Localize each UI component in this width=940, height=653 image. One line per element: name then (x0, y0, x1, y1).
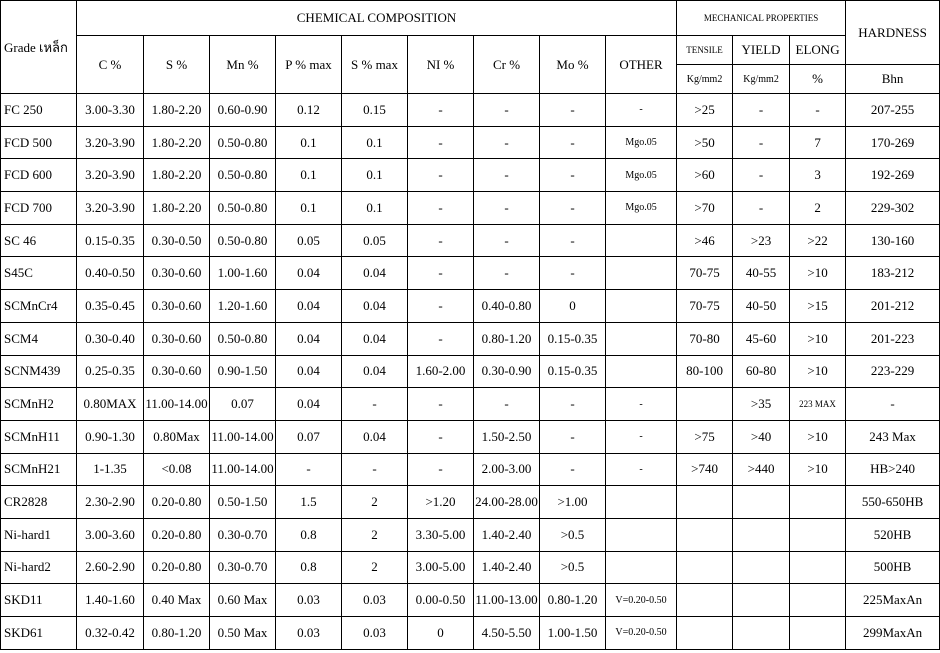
cell-grade: SCM4 (1, 322, 77, 355)
cell-mn: 1.20-1.60 (210, 290, 276, 323)
cell-ni: 0 (408, 617, 474, 650)
cell-other (606, 355, 677, 388)
table-row (1, 159, 940, 192)
cell-other: Mgo.05 (606, 159, 677, 192)
cell-ni: - (408, 322, 474, 355)
cell-tensile: >740 (677, 453, 733, 486)
cell-mn: 0.50-0.80 (210, 322, 276, 355)
cell-p-max: 0.07 (276, 420, 342, 453)
cell-ni: - (408, 257, 474, 290)
cell-s-max: 0.15 (342, 94, 408, 127)
cell-c: 0.25-0.35 (77, 355, 144, 388)
cell-s: 0.30-0.50 (144, 224, 210, 257)
cell-p-max: 0.04 (276, 322, 342, 355)
table-row (1, 224, 940, 257)
cell-tensile: >50 (677, 126, 733, 159)
cell-elong: 7 (790, 126, 846, 159)
cell-yield (733, 584, 790, 617)
cell-grade: SC 46 (1, 224, 77, 257)
cell-s-max: 0.05 (342, 224, 408, 257)
cell-tensile: 80-100 (677, 355, 733, 388)
cell-hardness: 299MaxAn (846, 617, 940, 650)
cell-other: V=0.20-0.50 (606, 584, 677, 617)
cell-elong (790, 486, 846, 519)
cell-s-max: 0.04 (342, 322, 408, 355)
cell-s: 0.20-0.80 (144, 486, 210, 519)
cell-c: 2.60-2.90 (77, 551, 144, 584)
table-row (1, 126, 940, 159)
cell-tensile: 70-75 (677, 257, 733, 290)
cell-elong: >22 (790, 224, 846, 257)
cell-other (606, 518, 677, 551)
col-header-mo: Mo % (540, 36, 606, 94)
cell-mn: 11.00-14.00 (210, 453, 276, 486)
cell-p-max: - (276, 453, 342, 486)
cell-mo: - (540, 159, 606, 192)
cell-elong: - (790, 94, 846, 127)
cell-c: 0.40-0.50 (77, 257, 144, 290)
cell-mn: 0.60 Max (210, 584, 276, 617)
cell-elong: >10 (790, 355, 846, 388)
cell-yield: 45-60 (733, 322, 790, 355)
cell-grade: Ni-hard2 (1, 551, 77, 584)
cell-grade: S45C (1, 257, 77, 290)
cell-hardness: 192-269 (846, 159, 940, 192)
cell-s-max: 0.04 (342, 420, 408, 453)
cell-elong: >10 (790, 420, 846, 453)
cell-ni: - (408, 126, 474, 159)
cell-grade: FC 250 (1, 94, 77, 127)
cell-c: 0.90-1.30 (77, 420, 144, 453)
cell-tensile: >25 (677, 94, 733, 127)
cell-yield: - (733, 159, 790, 192)
col-header-yield: YIELD (733, 36, 790, 65)
cell-p-max: 0.04 (276, 388, 342, 421)
cell-yield: - (733, 192, 790, 225)
col-header-c: C % (77, 36, 144, 94)
cell-elong (790, 617, 846, 650)
cell-mn: 0.30-0.70 (210, 551, 276, 584)
col-header-s-max: S % max (342, 36, 408, 94)
cell-grade: Ni-hard1 (1, 518, 77, 551)
cell-mn: 0.50-0.80 (210, 126, 276, 159)
cell-hardness: 207-255 (846, 94, 940, 127)
cell-hardness: HB>240 (846, 453, 940, 486)
cell-hardness: 201-212 (846, 290, 940, 323)
table-row (1, 257, 940, 290)
cell-s: 0.20-0.80 (144, 551, 210, 584)
cell-tensile: 70-80 (677, 322, 733, 355)
cell-grade: SCMnH11 (1, 420, 77, 453)
cell-elong (790, 584, 846, 617)
table-row (1, 420, 940, 453)
cell-yield (733, 551, 790, 584)
cell-ni: - (408, 224, 474, 257)
cell-cr: 1.40-2.40 (474, 551, 540, 584)
cell-p-max: 0.1 (276, 159, 342, 192)
cell-c: 2.30-2.90 (77, 486, 144, 519)
cell-mo: - (540, 388, 606, 421)
cell-s: 11.00-14.00 (144, 388, 210, 421)
table-row (1, 388, 940, 421)
cell-s: 1.80-2.20 (144, 192, 210, 225)
cell-s: 1.80-2.20 (144, 126, 210, 159)
cell-hardness: 243 Max (846, 420, 940, 453)
cell-elong: >10 (790, 453, 846, 486)
cell-tensile (677, 551, 733, 584)
cell-s-max: 2 (342, 551, 408, 584)
cell-elong (790, 551, 846, 584)
cell-s: <0.08 (144, 453, 210, 486)
cell-cr: 1.40-2.40 (474, 518, 540, 551)
cell-s: 0.30-0.60 (144, 322, 210, 355)
cell-c: 1.40-1.60 (77, 584, 144, 617)
cell-tensile: 70-75 (677, 290, 733, 323)
cell-elong: 3 (790, 159, 846, 192)
cell-p-max: 0.04 (276, 355, 342, 388)
cell-yield: 40-50 (733, 290, 790, 323)
col-header-mn: Mn % (210, 36, 276, 94)
cell-s: 0.30-0.60 (144, 257, 210, 290)
cell-s: 0.40 Max (144, 584, 210, 617)
cell-p-max: 0.03 (276, 617, 342, 650)
cell-mo: 0.80-1.20 (540, 584, 606, 617)
cell-mn: 0.30-0.70 (210, 518, 276, 551)
cell-p-max: 0.05 (276, 224, 342, 257)
cell-ni: - (408, 420, 474, 453)
cell-c: 0.35-0.45 (77, 290, 144, 323)
cell-s: 0.20-0.80 (144, 518, 210, 551)
mechanical-properties-header: MECHANICAL PROPERTIES (677, 1, 846, 36)
cell-mo: - (540, 192, 606, 225)
table-body (1, 94, 940, 650)
cell-hardness: 201-223 (846, 322, 940, 355)
cell-c: 0.15-0.35 (77, 224, 144, 257)
cell-mn: 0.50-0.80 (210, 159, 276, 192)
cell-yield: >23 (733, 224, 790, 257)
cell-s-max: 0.1 (342, 159, 408, 192)
cell-elong: >10 (790, 257, 846, 290)
cell-grade: CR2828 (1, 486, 77, 519)
cell-elong: >15 (790, 290, 846, 323)
col-header-other: OTHER (606, 36, 677, 94)
cell-grade: SKD11 (1, 584, 77, 617)
cell-mo: >1.00 (540, 486, 606, 519)
table-row (1, 551, 940, 584)
cell-s-max: 0.03 (342, 617, 408, 650)
cell-yield: 60-80 (733, 355, 790, 388)
cell-yield (733, 518, 790, 551)
cell-s: 0.30-0.60 (144, 290, 210, 323)
cell-s-max: 0.1 (342, 192, 408, 225)
cell-mn: 11.00-14.00 (210, 420, 276, 453)
cell-ni: 0.00-0.50 (408, 584, 474, 617)
cell-other: - (606, 420, 677, 453)
cell-c: 3.00-3.60 (77, 518, 144, 551)
cell-cr: 1.50-2.50 (474, 420, 540, 453)
cell-mn: 0.50 Max (210, 617, 276, 650)
cell-ni: - (408, 388, 474, 421)
cell-tensile (677, 617, 733, 650)
cell-p-max: 0.8 (276, 551, 342, 584)
cell-mn: 0.50-0.80 (210, 192, 276, 225)
cell-c: 0.32-0.42 (77, 617, 144, 650)
cell-other (606, 551, 677, 584)
cell-cr: 0.30-0.90 (474, 355, 540, 388)
cell-c: 3.20-3.90 (77, 192, 144, 225)
cell-other: V=0.20-0.50 (606, 617, 677, 650)
cell-mo: 0.15-0.35 (540, 355, 606, 388)
cell-mo: >0.5 (540, 551, 606, 584)
cell-p-max: 0.03 (276, 584, 342, 617)
tensile-unit: Kg/mm2 (677, 65, 733, 94)
cell-grade: SCNM439 (1, 355, 77, 388)
table-row (1, 322, 940, 355)
cell-yield: - (733, 126, 790, 159)
cell-p-max: 0.1 (276, 126, 342, 159)
cell-yield: 40-55 (733, 257, 790, 290)
cell-c: 3.20-3.90 (77, 126, 144, 159)
cell-mo: - (540, 453, 606, 486)
cell-tensile: >60 (677, 159, 733, 192)
cell-grade: SCMnH2 (1, 388, 77, 421)
cell-hardness: 520HB (846, 518, 940, 551)
cell-grade: FCD 500 (1, 126, 77, 159)
cell-grade: SCMnCr4 (1, 290, 77, 323)
cell-s-max: 2 (342, 486, 408, 519)
cell-other (606, 257, 677, 290)
cell-hardness: 550-650HB (846, 486, 940, 519)
cell-ni: 3.00-5.00 (408, 551, 474, 584)
cell-yield (733, 617, 790, 650)
cell-mn: 0.07 (210, 388, 276, 421)
table-row (1, 584, 940, 617)
table-row (1, 94, 940, 127)
cell-other (606, 224, 677, 257)
col-header-p-max: P % max (276, 36, 342, 94)
cell-p-max: 0.1 (276, 192, 342, 225)
cell-s: 0.80-1.20 (144, 617, 210, 650)
table-row (1, 290, 940, 323)
cell-c: 1-1.35 (77, 453, 144, 486)
cell-grade: SKD61 (1, 617, 77, 650)
cell-cr: - (474, 257, 540, 290)
col-header-tensile: TENSILE (677, 36, 733, 65)
cell-c: 3.20-3.90 (77, 159, 144, 192)
cell-yield: >440 (733, 453, 790, 486)
cell-yield: >40 (733, 420, 790, 453)
cell-p-max: 0.12 (276, 94, 342, 127)
cell-cr: - (474, 192, 540, 225)
cell-mo: 1.00-1.50 (540, 617, 606, 650)
cell-cr: 0.80-1.20 (474, 322, 540, 355)
cell-p-max: 0.04 (276, 257, 342, 290)
cell-cr: 24.00-28.00 (474, 486, 540, 519)
cell-p-max: 1.5 (276, 486, 342, 519)
cell-ni: - (408, 192, 474, 225)
cell-s-max: - (342, 453, 408, 486)
cell-cr: - (474, 224, 540, 257)
cell-cr: - (474, 159, 540, 192)
cell-s: 1.80-2.20 (144, 159, 210, 192)
chemical-composition-header: CHEMICAL COMPOSITION (77, 1, 677, 36)
cell-cr: 4.50-5.50 (474, 617, 540, 650)
col-header-cr: Cr % (474, 36, 540, 94)
cell-mn: 0.50-0.80 (210, 224, 276, 257)
cell-p-max: 0.8 (276, 518, 342, 551)
cell-tensile (677, 584, 733, 617)
cell-s-max: 2 (342, 518, 408, 551)
cell-s: 1.80-2.20 (144, 94, 210, 127)
cell-mo: - (540, 224, 606, 257)
cell-s-max: 0.1 (342, 126, 408, 159)
table-header (1, 1, 940, 94)
cell-hardness: 229-302 (846, 192, 940, 225)
cell-elong: 223 MAX (790, 388, 846, 421)
table-row (1, 486, 940, 519)
cell-s-max: 0.04 (342, 257, 408, 290)
cell-s-max: - (342, 388, 408, 421)
cell-elong: >10 (790, 322, 846, 355)
cell-hardness: 500HB (846, 551, 940, 584)
table-row (1, 617, 940, 650)
cell-yield: - (733, 94, 790, 127)
cell-ni: - (408, 453, 474, 486)
elong-unit: % (790, 65, 846, 94)
hardness-unit: Bhn (846, 65, 940, 94)
cell-c: 3.00-3.30 (77, 94, 144, 127)
cell-grade: FCD 700 (1, 192, 77, 225)
cell-hardness: - (846, 388, 940, 421)
col-header-s: S % (144, 36, 210, 94)
cell-tensile (677, 486, 733, 519)
cell-cr: - (474, 388, 540, 421)
cell-mn: 1.00-1.60 (210, 257, 276, 290)
table-row (1, 518, 940, 551)
cell-cr: 11.00-13.00 (474, 584, 540, 617)
cell-grade: SCMnH21 (1, 453, 77, 486)
cell-hardness: 223-229 (846, 355, 940, 388)
cell-ni: 1.60-2.00 (408, 355, 474, 388)
cell-mn: 0.60-0.90 (210, 94, 276, 127)
cell-other: Mgo.05 (606, 192, 677, 225)
yield-unit: Kg/mm2 (733, 65, 790, 94)
cell-yield: >35 (733, 388, 790, 421)
hardness-header: HARDNESS (846, 1, 940, 65)
cell-hardness: 170-269 (846, 126, 940, 159)
cell-mn: 0.90-1.50 (210, 355, 276, 388)
cell-s-max: 0.04 (342, 355, 408, 388)
cell-mo: 0.15-0.35 (540, 322, 606, 355)
cell-other (606, 290, 677, 323)
cell-mo: - (540, 94, 606, 127)
cell-c: 0.80MAX (77, 388, 144, 421)
cell-s-max: 0.03 (342, 584, 408, 617)
cell-elong (790, 518, 846, 551)
cell-c: 0.30-0.40 (77, 322, 144, 355)
cell-other (606, 322, 677, 355)
cell-ni: - (408, 290, 474, 323)
cell-cr: 2.00-3.00 (474, 453, 540, 486)
cell-ni: >1.20 (408, 486, 474, 519)
cell-mn: 0.50-1.50 (210, 486, 276, 519)
cell-ni: 3.30-5.00 (408, 518, 474, 551)
cell-elong: 2 (790, 192, 846, 225)
cell-s: 0.80Max (144, 420, 210, 453)
cell-mo: 0 (540, 290, 606, 323)
cell-s: 0.30-0.60 (144, 355, 210, 388)
cell-tensile: >75 (677, 420, 733, 453)
cell-tensile: >46 (677, 224, 733, 257)
cell-other (606, 486, 677, 519)
cell-hardness: 183-212 (846, 257, 940, 290)
cell-yield (733, 486, 790, 519)
cell-cr: - (474, 94, 540, 127)
cell-hardness: 130-160 (846, 224, 940, 257)
table-row (1, 192, 940, 225)
grade-header: Grade เหล็ก (1, 1, 77, 94)
col-header-ni: NI % (408, 36, 474, 94)
cell-tensile: >70 (677, 192, 733, 225)
cell-cr: 0.40-0.80 (474, 290, 540, 323)
cell-tensile (677, 518, 733, 551)
cell-grade: FCD 600 (1, 159, 77, 192)
cell-tensile (677, 388, 733, 421)
cell-other: - (606, 388, 677, 421)
cell-other: - (606, 453, 677, 486)
cell-other: Mgo.05 (606, 126, 677, 159)
table-row (1, 355, 940, 388)
cell-s-max: 0.04 (342, 290, 408, 323)
cell-mo: - (540, 420, 606, 453)
cell-mo: - (540, 257, 606, 290)
col-header-elong: ELONG (790, 36, 846, 65)
cell-other: - (606, 94, 677, 127)
table-row (1, 453, 940, 486)
cell-mo: >0.5 (540, 518, 606, 551)
cell-ni: - (408, 94, 474, 127)
cell-ni: - (408, 159, 474, 192)
cell-hardness: 225MaxAn (846, 584, 940, 617)
cell-cr: - (474, 126, 540, 159)
cell-mo: - (540, 126, 606, 159)
cell-p-max: 0.04 (276, 290, 342, 323)
